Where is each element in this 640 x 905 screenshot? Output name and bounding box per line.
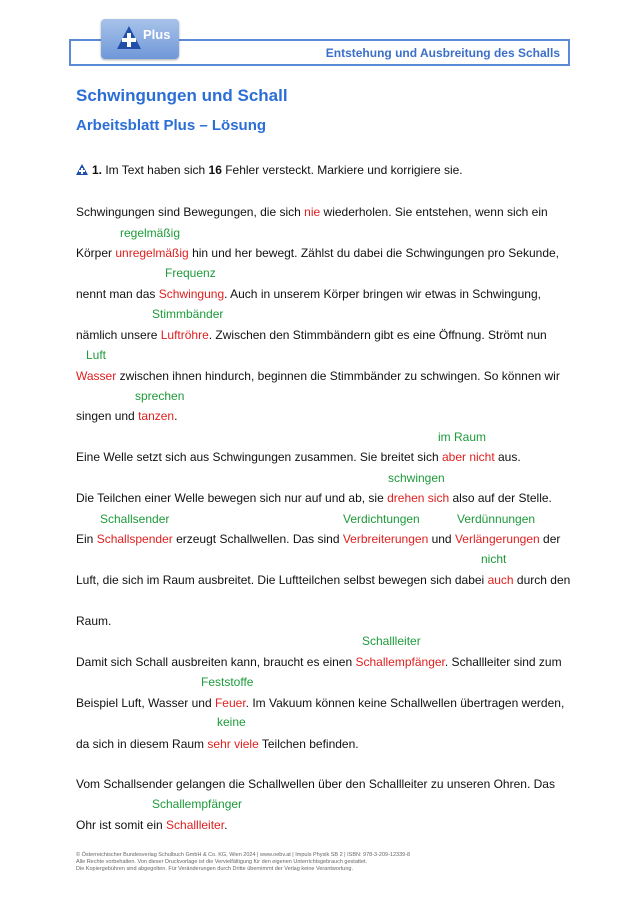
text-line: Luft, die sich im Raum ausbreitet. Die Luftteilchen selbst bewegen sich dabei auch durch den bbox=[76, 573, 571, 587]
text-line: Wasser zwischen ihnen hindurch, beginnen die Stimmbänder zu schwingen. So können wir bbox=[76, 369, 560, 383]
text-line: Schwingungen sind Bewegungen, die sich nie wiederholen. Sie entstehen, wenn sich ein bbox=[76, 205, 548, 219]
error-word: unregelmäßig bbox=[115, 246, 189, 260]
error-word: Verbreiterungen bbox=[342, 532, 429, 546]
triangle-plus-icon bbox=[116, 25, 142, 51]
page-subtitle: Arbeitsblatt Plus – Lösung bbox=[76, 117, 267, 134]
text-line: Ohr ist somit ein Schallleiter. bbox=[76, 818, 228, 832]
error-word: aber nicht bbox=[441, 450, 495, 464]
task-text-b: Fehler versteckt. Markiere und korrigiere sie. bbox=[221, 163, 463, 177]
correction-word: Schallleiter bbox=[362, 634, 421, 648]
task-count: 16 bbox=[208, 163, 222, 177]
error-word: Wasser bbox=[76, 369, 117, 383]
task-instruction bbox=[76, 163, 463, 177]
text-line: Beispiel Luft, Wasser und Feuer. Im Vakuum können keine Schallwellen übertragen werden, bbox=[76, 696, 565, 710]
correction-word: nicht bbox=[481, 552, 507, 566]
text-line: da sich in diesem Raum sehr viele Teilchen befinden. bbox=[76, 737, 359, 751]
error-word: tanzen bbox=[138, 409, 175, 423]
error-word: sehr viele bbox=[207, 737, 259, 751]
text-line: Die Teilchen einer Welle bewegen sich nur auf und ab, sie drehen sich also auf der Stelle. bbox=[76, 491, 552, 505]
error-word: Schallempfänger bbox=[355, 655, 445, 669]
text-line: Eine Welle setzt sich aus Schwingungen zusammen. Sie breitet sich aber nicht aus. bbox=[76, 450, 521, 464]
correction-word: Luft bbox=[86, 348, 107, 362]
text-line: singen und tanzen. bbox=[76, 409, 178, 423]
error-word: Feuer bbox=[214, 696, 246, 710]
error-word: drehen sich bbox=[387, 491, 450, 505]
correction-word: schwingen bbox=[388, 471, 445, 485]
error-word: nie bbox=[304, 205, 321, 219]
text-line: nämlich unsere Luftröhre. Zwischen den Stimmbändern gibt es eine Öffnung. Strömt nun bbox=[76, 328, 547, 342]
correction-word: Schallsender bbox=[100, 512, 170, 526]
task-number: 1. bbox=[92, 163, 103, 177]
text-line: Körper unregelmäßig hin und her bewegt. Zählst du dabei die Schwingungen pro Sekunde, bbox=[76, 246, 559, 260]
correction-word: Frequenz bbox=[165, 266, 216, 280]
footer-copyright: © Österreichischer Bundesverlag Schulbuch GmbH & Co. KG, Wien 2024 | www.oebv.at | Impuls Physik SB 2 | ISBN: 978-3-209-12339-8 Alle Rechte vorbehalten. Von dieser Druckvorlage ist die Vervielfältigung für den eigenen Unterrichtsgebrauch gestattet. Die Kopiergebühren sind abgegolten. Für Veränderungen durch Dritte übernimmt der Verlag keine Verantwortung. bbox=[76, 852, 411, 872]
correction-word: sprechen bbox=[135, 389, 185, 403]
error-word: Schallspender bbox=[96, 532, 173, 546]
correction-word: Verdichtungen bbox=[343, 512, 420, 526]
correction-word: Stimmbänder bbox=[152, 307, 224, 321]
plus-logo bbox=[101, 19, 179, 59]
logo-text: Plus bbox=[143, 27, 171, 42]
text-line: Vom Schallsender gelangen die Schallwellen über den Schallleiter zu unseren Ohren. Das bbox=[76, 777, 555, 791]
error-word: auch bbox=[487, 573, 514, 587]
correction-word: keine bbox=[217, 715, 246, 729]
correction-word: regelmäßig bbox=[120, 226, 181, 240]
error-word: Schwingung bbox=[158, 287, 225, 301]
text-line: Damit sich Schall ausbreiten kann, braucht es einen Schallempfänger. Schallleiter sind zum bbox=[76, 655, 562, 669]
header-title: Entstehung und Ausbreitung des Schalls bbox=[325, 46, 560, 60]
page-title: Schwingungen und Schall bbox=[76, 86, 288, 105]
correction-word: Schallempfänger bbox=[152, 797, 243, 811]
triangle-plus-icon bbox=[76, 164, 88, 175]
text-line: nennt man das Schwingung. Auch in unserem Körper bringen wir etwas in Schwingung, bbox=[76, 287, 541, 301]
error-word: Verlängerungen bbox=[454, 532, 540, 546]
correction-word: im Raum bbox=[438, 430, 487, 444]
error-word: Schallleiter bbox=[166, 818, 225, 832]
text-line: Ein Schallspender erzeugt Schallwellen. Das sind Verbreiterungen und Verlängerungen der bbox=[76, 532, 561, 546]
correction-word: Verdünnungen bbox=[457, 512, 536, 526]
correction-word: Feststoffe bbox=[201, 675, 254, 689]
task-text-a: Im Text haben sich bbox=[102, 163, 209, 177]
text-line: Raum. bbox=[76, 614, 112, 628]
error-word: Luftröhre bbox=[160, 328, 209, 342]
